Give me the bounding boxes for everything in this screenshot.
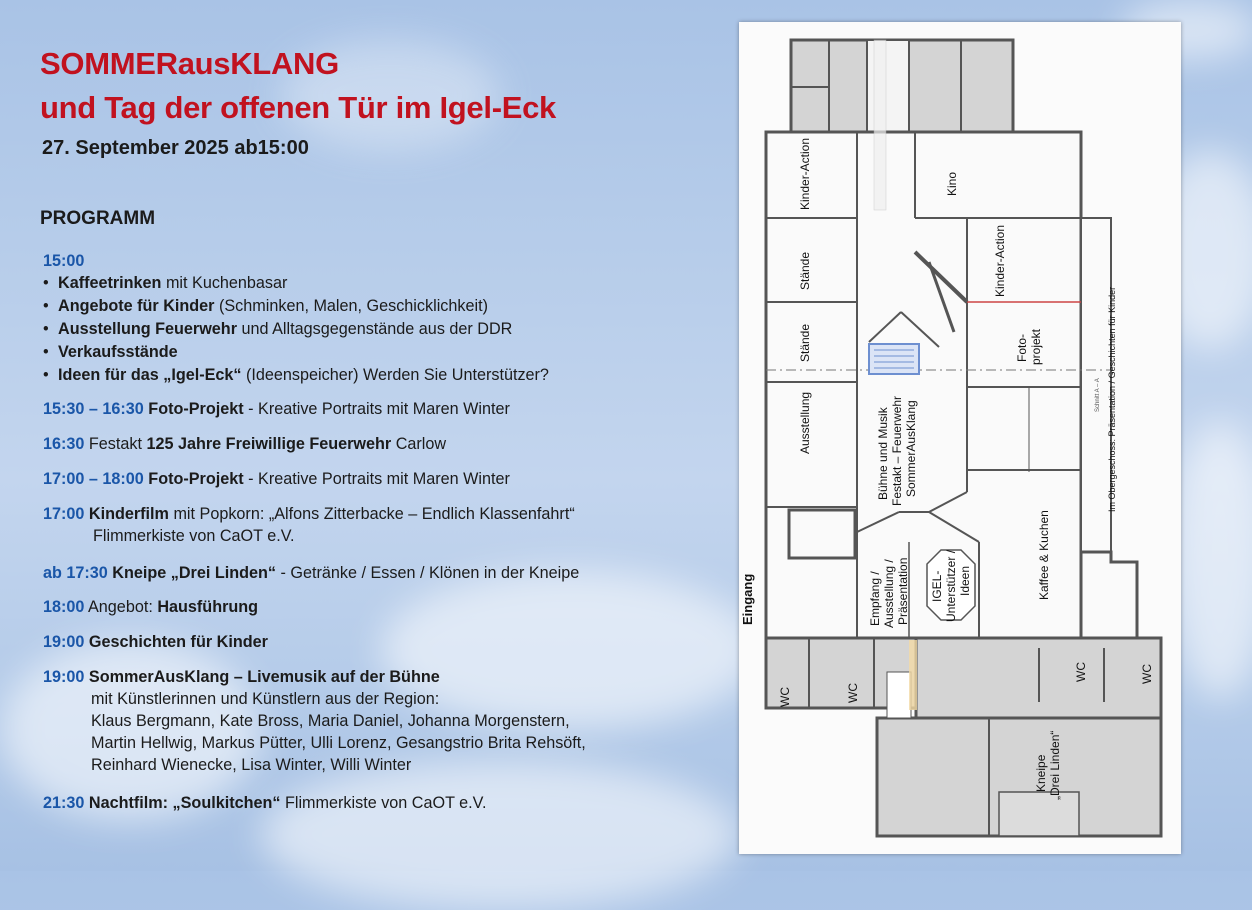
room-label: WC [1074,662,1088,682]
room-label: Kaffee & Kuchen [1037,510,1051,600]
page-subtitle: und Tag der offenen Tür im Igel-Eck [40,90,556,125]
room-label: Kino [945,171,959,196]
room-label: Ausstellung [798,391,812,454]
room-label-entrance: Eingang [740,573,755,625]
room-label: Kneipe [1034,754,1048,792]
list-item: • Kaffeetrinken mit Kuchenbasar [43,272,549,295]
room-label: Bühne und Musik [876,407,890,500]
cloud [1170,420,1252,700]
program-entry: 15:30 – 16:30 Foto-Projekt - Kreative Portraits mit Maren Winter [43,400,510,418]
room-label: „Drei Linden“ [1048,730,1062,800]
room-label: Kinder-Action [798,137,812,210]
room-label: Ideen [958,565,972,596]
program-bullet-list [43,272,549,387]
program-entry: 17:00 – 18:00 Foto-Projekt - Kreative Portraits mit Maren Winter [43,470,510,488]
room-label: Kinder-Action [993,224,1007,297]
event-date: 27. September 2025 ab15:00 [42,137,309,159]
list-item: • Ausstellung Feuerwehr und Alltagsgegenstände aus der DDR [43,318,549,341]
floor-plan-drawing [739,22,1181,854]
room-label: WC [846,683,860,703]
room-label: projekt [1029,328,1043,365]
room-label: Empfang / [868,571,882,626]
program-entry: 21:30 Nachtfilm: „Soulkitchen“ Flimmerkiste von CaOT e.V. [43,794,487,812]
page-title: SOMMERausKLANG [40,46,339,81]
program-entry: 18:00 Angebot: Hausführung [43,598,259,616]
room-label: Stände [798,251,812,290]
program-time: 15:00 [43,252,85,270]
program-heading: PROGRAMM [40,208,156,229]
program-entry: 19:00 SommerAusKlang – Livemusik auf der Bühne mit Künstlerinnen und Künstlern aus der Region: Klaus Bergmann, Kate Bross, Maria Daniel, Johanna Morgenstern, Martin Hellwig, Markus Pütter, Ulli Lorenz, Gesangstrio Brita Rehsöft, Reinhard Wienecke, Lisa Winter, Willi Winter [43,668,586,774]
room-label: Unterstützer / [944,549,958,622]
room-label: Foto- [1015,333,1029,362]
room-label: SommerAusKlang [904,400,918,497]
list-item: • Ideen für das „Igel-Eck“ (Ideenspeicher) Werden Sie Unterstützer? [43,364,549,387]
program-entry: 19:00 Geschichten für Kinder [43,633,268,651]
floor-plan [739,22,1181,854]
note-upper-floor: Im Obergeschoss: Präsentation / Geschichten für Kinder [1107,286,1117,512]
room-label: Präsentation [896,557,910,625]
room-label: Ausstellung / [882,559,896,628]
room-label: IGEL- [930,570,944,602]
list-item: • Angebote für Kinder (Schminken, Malen, Geschicklichkeit) [43,295,549,318]
program-entry: 16:30 Festakt 125 Jahre Freiwillige Feuerwehr Carlow [43,435,447,453]
cloud [260,760,740,910]
program-entry: 17:00 Kinderfilm mit Popkorn: „Alfons Zitterbacke – Endlich Klassenfahrt“ Flimmerkiste von CaOT e.V. [43,505,575,545]
room-label: WC [778,687,792,707]
room-label: Stände [798,323,812,362]
stage [869,344,919,374]
room-label: WC [1140,664,1154,684]
room-label: Festakt – Feuerwehr [890,395,904,506]
list-item: • Verkaufsstände [43,341,549,364]
program-entry: ab 17:30 Kneipe „Drei Linden“ - Getränke / Essen / Klönen in der Kneipe [43,564,580,582]
section-label: Schnitt A – A [1095,378,1101,412]
main-building [766,132,1081,638]
